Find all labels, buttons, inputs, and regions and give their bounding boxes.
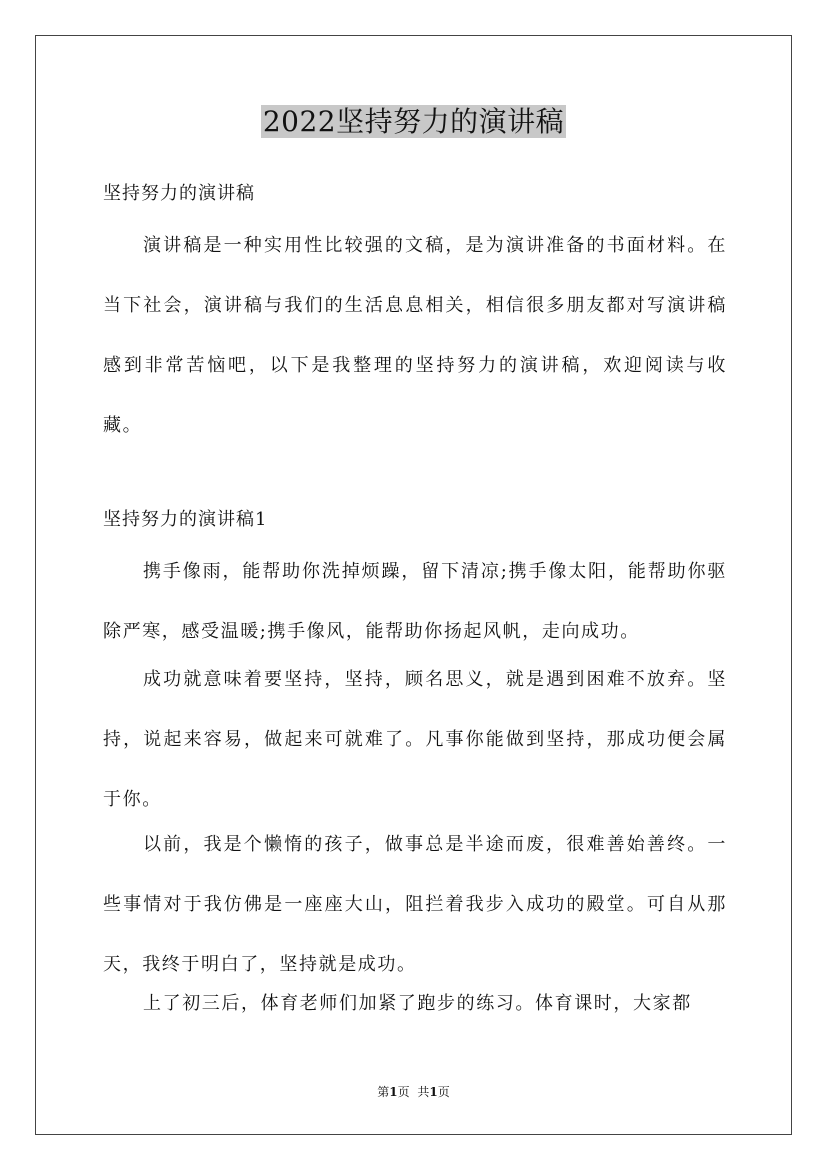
footer-page-suffix: 页: [397, 1085, 410, 1099]
footer-page-number: 1: [389, 1085, 398, 1099]
footer-total-number: 1: [429, 1085, 438, 1099]
page-footer: [0, 1084, 827, 1100]
intro-paragraph: 演讲稿是一种实用性比较强的文稿，是为演讲准备的书面材料。在当下社会，演讲稿与我们的生活息息相关，相信很多朋友都对写演讲稿感到非常苦恼吧，以下是我整理的坚持努力的演讲稿，欢迎阅读与收藏。: [103, 235, 727, 436]
document-title: [0, 102, 827, 142]
footer-page-prefix: 第: [377, 1085, 390, 1099]
section-heading: 坚持努力的演讲稿1: [103, 509, 268, 530]
footer-total-suffix: 页: [437, 1085, 450, 1099]
body-paragraph: 以前，我是个懒惰的孩子，做事总是半途而废，很难善始善终。一些事情对于我仿佛是一座座大山，阻拦着我步入成功的殿堂。可自从那天，我终于明白了，坚持就是成功。: [103, 834, 727, 975]
document-subheading: 坚持努力的演讲稿: [103, 183, 255, 204]
body-paragraph: 上了初三后，体育老师们加紧了跑步的练习。体育课时，大家都: [143, 993, 692, 1014]
footer-total-prefix: 共: [417, 1085, 430, 1099]
body-paragraph: 成功就意味着要坚持，坚持，顾名思义，就是遇到困难不放弃。坚持，说起来容易，做起来可就难了。凡事你能做到坚持，那成功便会属于你。: [103, 669, 727, 810]
body-paragraph: 携手像雨，能帮助你洗掉烦躁，留下清凉;携手像太阳，能帮助你驱除严寒，感受温暖;携手像风，能帮助你扬起风帆，走向成功。: [103, 561, 727, 642]
document-title-text: 2022坚持努力的演讲稿: [262, 105, 565, 138]
